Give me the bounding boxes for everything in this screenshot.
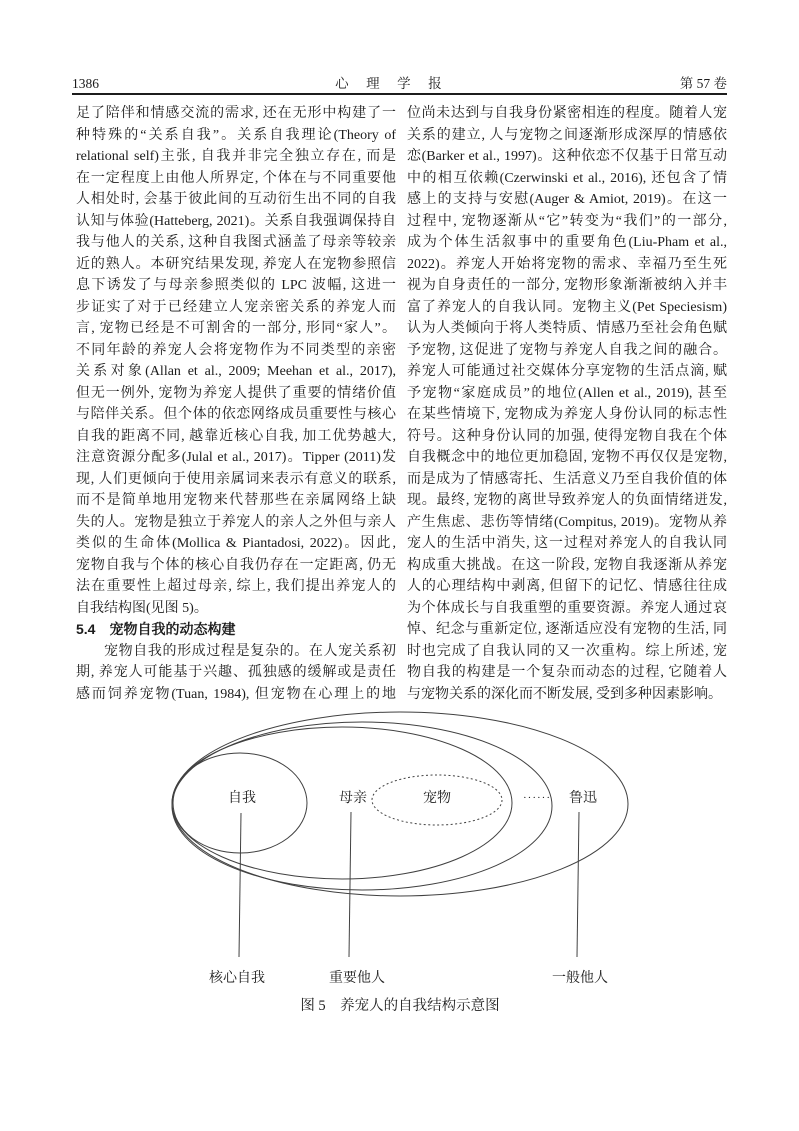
text-line: relational self)主张, 自我并非完全独立存在, 而是 xyxy=(76,149,396,164)
text-line: 不同年龄的养宠人会将宠物作为不同类型的亲密 xyxy=(76,342,396,358)
text-line: 时也完成了自我认同的又一次重构。综上所述, 宠 xyxy=(407,643,727,659)
text-line: 中的相互依赖(Czerwinski et al., 2016), 还包含了情 xyxy=(407,170,727,186)
section-heading: 5.4 宠物自我的动态构建 xyxy=(76,621,236,637)
general-others-pointer-line xyxy=(577,812,579,957)
text-line: 关系的建立, 人与宠物之间逐渐形成深厚的情感依 xyxy=(407,127,727,143)
mother-label: 母亲 xyxy=(339,791,367,806)
pet-label: 宠物 xyxy=(423,791,451,806)
text-line: 自我结构图(见图 5)。 xyxy=(76,600,208,616)
text-line: 养宠人可能通过社交媒体分享宠物的生活点滴, 赋 xyxy=(407,364,727,379)
text-line: 人相处时, 会基于彼此间的互动衍生出不同的自我 xyxy=(76,192,396,207)
text-line: 认为人类倾向于将人类特质、情感乃至社会角色赋 xyxy=(407,321,727,336)
text-line: 而是成为了情感寄托、生活意义乃至自我价值的体 xyxy=(407,471,727,487)
text-line: 足了陪伴和情感交流的需求, 还在无形中构建了一 xyxy=(76,106,396,121)
significant-others-pointer-line xyxy=(349,812,351,957)
core-self-pointer-line xyxy=(239,813,241,957)
text-line: 产生焦虑、悲伤等情绪(Compitus, 2019)。宠物从养 xyxy=(407,514,727,530)
text-line: 物自我的构建是一个复杂而动态的过程, 它随着人 xyxy=(407,665,727,680)
text-line: 失的人。宠物是独立于养宠人的亲人之外但与亲人 xyxy=(76,514,396,530)
text-line: 现, 人们更倾向于使用亲属词来表示有意义的联系, xyxy=(76,471,396,487)
right-column xyxy=(407,103,727,705)
text-line: 构成重大挑战。在这一阶段, 宠物自我逐渐从养宠 xyxy=(407,557,727,573)
page-header xyxy=(72,72,727,92)
text-line: 息下诱发了与母亲参照类似的 LPC 波幅, 这进一 xyxy=(76,278,396,293)
text-line: 为个体成长与自我重塑的重要资源。养宠人通过哀 xyxy=(407,600,727,616)
text-line: 言, 宠物已经是不可割舍的一部分, 形同“家人”。 xyxy=(76,321,396,336)
left-column xyxy=(76,103,396,705)
text-line: 宠物自我与个体的核心自我仍存在一定距离, 仍无 xyxy=(76,557,396,573)
text-line: 自我概念中的地位更加稳固, 宠物不再仅仅是宠物, xyxy=(407,450,727,465)
header-rule xyxy=(72,93,727,95)
core-self-label: 核心自我 xyxy=(209,971,265,986)
self-structure-figure xyxy=(0,700,799,1031)
text-line: 感上的支持与安慰(Auger & Amiot, 2019)。在这一 xyxy=(407,192,727,207)
text-line: 在某些情境下, 宠物成为养宠人身份认同的标志性 xyxy=(407,407,727,422)
text-line: 注意资源分配多(Julal et al., 2017)。Tipper (2011)发 xyxy=(76,450,396,465)
text-line: 而不是简单地用宠物来代替那些在亲属网络上缺 xyxy=(76,493,396,508)
general-others-label: 一般他人 xyxy=(552,971,608,986)
text-line: 在一定程度上由他人所界定, 个体在与不同重要他 xyxy=(76,170,396,186)
text-line: 过程中, 宠物逐渐从“它”转变为“我们”的一部分, xyxy=(407,213,727,229)
text-line: 关系对象(Allan et al., 2009; Meehan et al., 2017), xyxy=(76,364,396,379)
volume-label: 第 57 卷 xyxy=(679,76,727,91)
self-label: 自我 xyxy=(228,791,256,806)
journal-title: 心 理 学 报 xyxy=(335,76,444,91)
text-line: 种特殊的“关系自我”。关系自我理论(Theory of xyxy=(76,127,396,143)
text-line: 我与他人的关系, 这种自我图式涵盖了母亲等较亲 xyxy=(76,235,396,250)
text-line: 现。最终, 宠物的离世导致养宠人的负面情绪迸发, xyxy=(407,493,727,508)
text-line: 恋(Barker et al., 1997)。这种依恋不仅基于日常互动 xyxy=(407,149,727,164)
text-line: 但无一例外, 宠物为养宠人提供了重要的情绪价值 xyxy=(76,385,396,401)
text-line: 予宠物“家庭成员”的地位(Allen et al., 2019), 甚至 xyxy=(407,385,727,401)
text-line: 期, 养宠人可能基于兴趣、孤独感的缓解或是责任 xyxy=(76,665,396,680)
text-line: 近的熟人。本研究结果发现, 养宠人在宠物参照信 xyxy=(76,256,396,272)
text-line: 予宠物, 这促进了宠物与养宠人自我之间的融合。 xyxy=(407,342,727,358)
text-line: 类似的生命体(Mollica & Piantadosi, 2022)。因此, xyxy=(76,536,396,551)
text-line: 自我的距离不同, 越靠近核心自我, 加工优势越大, xyxy=(76,428,396,444)
text-line: 与宠物关系的深化而不断发展, 受到多种因素影响。 xyxy=(407,686,722,702)
figure-caption: 图 5 养宠人的自我结构示意图 xyxy=(300,998,500,1014)
text-line: 2022)。养宠人开始将宠物的需求、幸福乃至生死 xyxy=(407,256,727,272)
text-line: 宠物自我的形成过程是复杂的。在人宠关系初 xyxy=(104,643,396,659)
text-line: 感而饲养宠物(Tuan, 1984), 但宠物在心理上的地 xyxy=(76,686,396,702)
text-line: 位尚未达到与自我身份紧密相连的程度。随着人宠 xyxy=(407,106,727,121)
text-line: 成为个体生活叙事中的重要角色(Liu-Pham et al., xyxy=(407,235,727,250)
text-line: 人的心理结构中剥离, 但留下的记忆、情感往往成 xyxy=(407,579,727,594)
significant-others-label: 重要他人 xyxy=(329,971,385,986)
text-line: 视为自身责任的一部分, 宠物形象渐渐被纳入并丰 xyxy=(407,278,727,293)
text-line: 符号。这种身份认同的加强, 使得宠物自我在个体 xyxy=(407,428,727,444)
text-line: 认知与体验(Hatteberg, 2021)。关系自我强调保持自 xyxy=(76,213,396,229)
text-line: 法在重要性上超过母亲, 综上, 我们提出养宠人的 xyxy=(76,579,396,594)
page-number: 1386 xyxy=(72,76,99,91)
luxun-label: 鲁迅 xyxy=(569,791,597,806)
text-line: 悼、纪念与重新定位, 逐渐适应没有宠物的生活, 同 xyxy=(407,622,727,637)
ellipsis-label: ······ xyxy=(523,792,551,804)
text-line: 与陪伴关系。但个体的依恋网络成员重要性与核心 xyxy=(76,407,396,422)
text-line: 步证实了对于已经建立人宠亲密关系的养宠人而 xyxy=(76,299,396,315)
text-line: 宠人的生活中消失, 这一过程对养宠人的自我认同 xyxy=(407,536,727,551)
text-line: 富了养宠人的自我认同。宠物主义(Pet Speciesism) xyxy=(407,299,727,315)
